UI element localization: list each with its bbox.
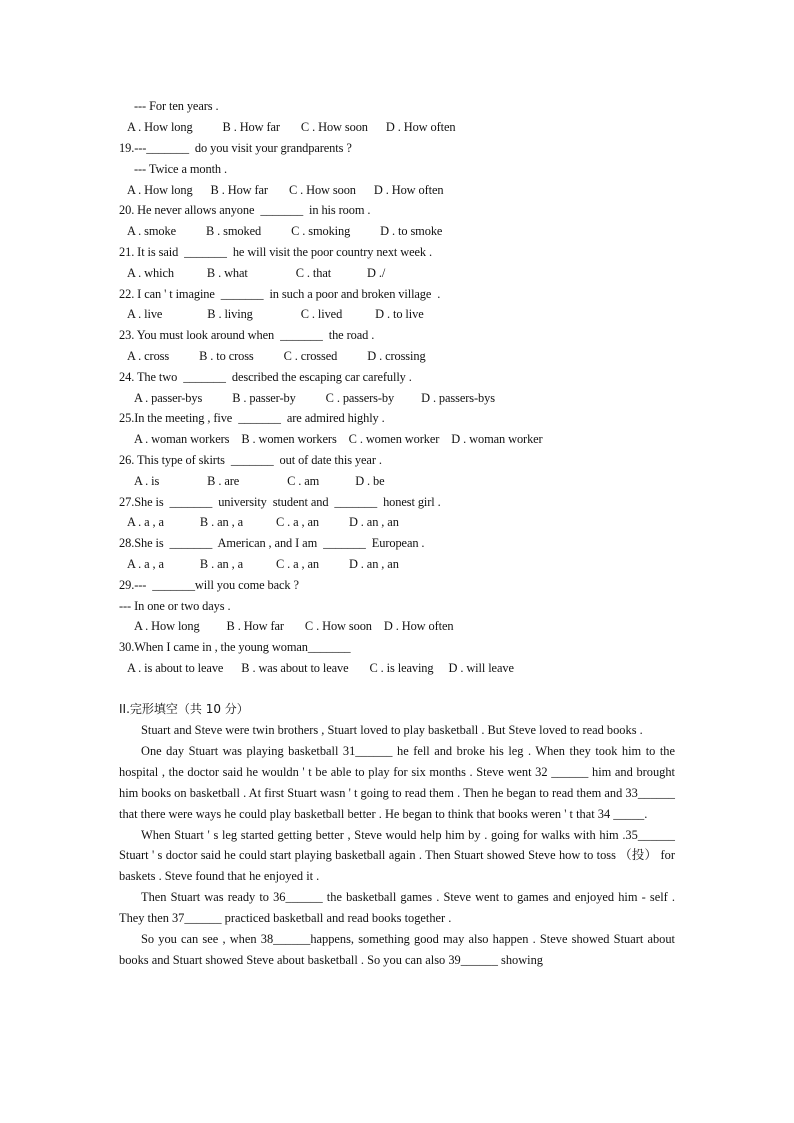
question-25: 25.In the meeting , five _______ are admired highly . [119, 411, 385, 425]
question-19: 19.---_______ do you visit your grandparents ? [119, 141, 352, 155]
question-26: 26. This type of skirts _______ out of date this year . [119, 453, 382, 467]
options-24: A . passer-bys B . passer-by C . passers-by D . passers-bys [134, 391, 495, 405]
passage-paragraph-4: Then Stuart was ready to 36______ the basketball games . Steve went to games and enjoyed him - self . They then 37______ practiced basketball and read books together . [119, 890, 675, 926]
answer-line-19: --- Twice a month . [134, 162, 228, 176]
options-19: A . How long B . How far C . How soon D . How often [127, 183, 444, 197]
question-22: 22. I can ' t imagine _______ in such a poor and broken village . [119, 287, 441, 301]
passage-paragraph-3: When Stuart ' s leg started getting better , Steve would help him by . going for walks with him .35______ Stuart ' s doctor said he could start playing basketball again . Then Stuart showed Steve how to toss （投） for baskets . Steve found that he enjoyed it . [119, 827, 675, 884]
options-21: A . which B . what C . that D ./ [127, 266, 386, 280]
question-30: 30.When I came in , the young woman_______ [119, 640, 351, 654]
options-25: A . woman workers B . women workers C . women worker D . woman worker [134, 432, 543, 446]
options-27: A . a , a B . an , a C . a , an D . an , an [127, 515, 399, 529]
options-29: A . How long B . How far C . How soon D . How often [134, 619, 454, 633]
passage-paragraph-5: So you can see , when 38______happens, something good may also happen . Steve showed Stuart about books and Stuart showed Steve about basketball . So you can also 39______ showing [119, 932, 675, 967]
question-21: 21. It is said _______ he will visit the poor country next week . [119, 245, 433, 259]
question-28: 28.She is _______ American , and I am _______ European . [119, 536, 425, 550]
options-20: A . smoke B . smoked C . smoking D . to smoke [127, 224, 443, 238]
options-26: A . is B . are C . am D . be [134, 474, 385, 488]
question-29: 29.--- _______will you come back ? [119, 578, 299, 592]
options-28: A . a , a B . an , a C . a , an D . an , an [127, 557, 399, 571]
answer-line-29: --- In one or two days . [119, 599, 231, 613]
section-heading-cloze: II.完形填空（共 10 分） [119, 702, 249, 716]
passage-paragraph-1: Stuart and Steve were twin brothers , Stuart loved to play basketball . But Steve loved to read books . [141, 723, 643, 737]
options-30: A . is about to leave B . was about to leave C . is leaving D . will leave [127, 661, 514, 675]
options-18: A . How long B . How far C . How soon D . How often [127, 120, 456, 134]
options-23: A . cross B . to cross C . crossed D . crossing [127, 349, 426, 363]
passage-paragraph-2: One day Stuart was playing basketball 31______ he fell and broke his leg . When they took him to the hospital , the doctor said he wouldn ' t be able to play for six months . Steve went 32 ______ him and brought him books on basketball . At first Stuart wasn ' t going to read them . Then he began to read them and 33______ that there were ways he could play basketball better . He began to think that books weren ' t that 34 _____. [119, 743, 675, 821]
cloze-passage [119, 720, 675, 971]
options-22: A . live B . living C . lived D . to live [127, 307, 424, 321]
question-27: 27.She is _______ university student and _______ honest girl . [119, 495, 441, 509]
question-20: 20. He never allows anyone _______ in his room . [119, 203, 371, 217]
question-23: 23. You must look around when _______ the road . [119, 328, 375, 342]
question-24: 24. The two _______ described the escaping car carefully . [119, 370, 412, 384]
answer-line-18: --- For ten years . [134, 99, 219, 113]
